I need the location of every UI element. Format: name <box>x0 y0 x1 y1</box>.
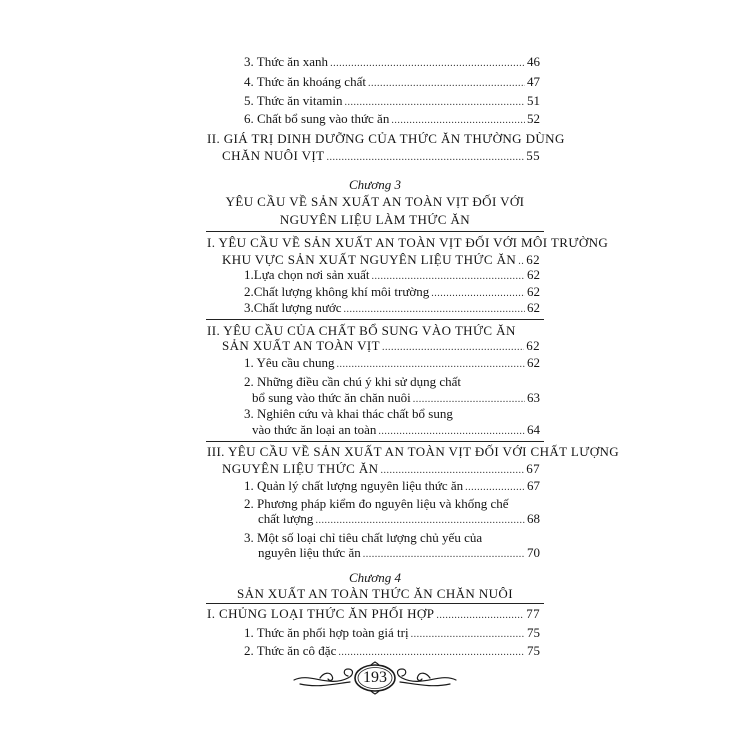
toc-entry-page: 63 <box>527 390 540 405</box>
section-heading-line2 <box>222 338 540 356</box>
section-heading: II. GIÁ TRỊ DINH DƯỠNG CỦA THỨC ĂN THƯỜNG DÙNG <box>207 131 565 146</box>
toc-entry-title: KHU VỰC SẢN XUẤT NGUYÊN LIỆU THỨC ĂN <box>222 252 517 267</box>
toc-entry-page: 70 <box>527 545 540 560</box>
section-heading-line2 <box>222 148 540 166</box>
toc-entry-page: 62 <box>527 267 540 282</box>
toc-entry-title: 1.Lựa chọn nơi sản xuất <box>244 267 370 282</box>
section-heading-line2 <box>222 461 540 479</box>
toc-entry-title-cont: nguyên liệu thức ăn <box>258 545 361 560</box>
toc-entry-page: 47 <box>527 74 540 89</box>
divider <box>206 441 544 442</box>
toc-entry <box>244 478 540 496</box>
divider <box>206 231 544 232</box>
dot-leader <box>382 340 524 356</box>
toc-entry-page: 75 <box>527 625 540 640</box>
section-heading: III. YÊU CẦU VỀ SẢN XUẤT AN TOÀN VỊT ĐỐI VỚI CHẤT LƯỢNG <box>207 444 620 459</box>
toc-entry-page: 62 <box>527 284 540 299</box>
dot-leader <box>411 627 525 643</box>
toc-entry-title: 3.Chất lượng nước <box>244 300 342 315</box>
toc-entry-title: 1. Yêu cầu chung <box>244 355 335 370</box>
toc-entry-title: 5. Thức ăn vitamin <box>244 93 343 108</box>
dot-leader <box>337 357 526 373</box>
toc-entry-title-cont: vào thức ăn loại an toàn <box>252 422 377 437</box>
toc-entry-title: 2. Phương pháp kiểm đo nguyên liệu và khống chế <box>244 496 509 511</box>
toc-entry-page: 62 <box>527 300 540 315</box>
toc-entry-title: I. CHỦNG LOẠI THỨC ĂN PHỐI HỢP <box>207 606 435 621</box>
toc-entry-page: 62 <box>527 355 540 370</box>
dot-leader <box>436 608 524 624</box>
dot-leader <box>380 463 524 479</box>
toc-entry-title: 1. Quản lý chất lượng nguyên liệu thức ăn <box>244 478 464 493</box>
toc-entry-title: CHĂN NUÔI VỊT <box>222 148 325 163</box>
chapter-title: NGUYÊN LIỆU LÀM THỨC ĂN <box>279 212 471 227</box>
toc-entry-title: 1. Thức ăn phối hợp toàn giá trị <box>244 625 409 640</box>
toc-entry-title-cont: bổ sung vào thức ăn chăn nuôi <box>252 390 411 405</box>
divider <box>206 603 544 604</box>
dot-leader <box>371 269 525 285</box>
toc-entry <box>244 267 540 285</box>
toc-entry-page: 75 <box>527 643 540 658</box>
toc-entry-page: 67 <box>527 478 540 493</box>
page-number: 193 <box>363 669 387 686</box>
toc-entry <box>244 300 540 318</box>
dot-leader <box>391 113 525 129</box>
toc-entry-title: SẢN XUẤT AN TOÀN VỊT <box>222 338 380 353</box>
toc-entry-title: 6. Chất bổ sung vào thức ăn <box>244 111 390 126</box>
dot-leader <box>465 480 525 496</box>
dot-leader <box>345 95 525 111</box>
toc-entry-title: 2.Chất lượng không khí môi trường <box>244 284 430 299</box>
toc-entry-title: 2. Những điều cần chú ý khi sử dụng chất <box>244 374 461 389</box>
toc-entry-page: 62 <box>526 338 540 353</box>
toc-entry <box>244 74 540 92</box>
toc-entry-title: 4. Thức ăn khoáng chất <box>244 74 366 89</box>
toc-entry-page: 46 <box>527 54 540 69</box>
toc-entry-page: 64 <box>527 422 540 437</box>
dot-leader <box>326 150 524 166</box>
toc-entry <box>244 93 540 111</box>
toc-entry <box>258 545 540 563</box>
section-heading: I. YÊU CẦU VỀ SẢN XUẤT AN TOÀN VỊT ĐỐI VỚI MÔI TRƯỜNG <box>207 235 609 250</box>
toc-entry-page: 68 <box>527 511 540 526</box>
toc-entry <box>258 511 540 529</box>
toc-entry <box>207 606 540 624</box>
dot-leader <box>330 56 525 72</box>
toc-entry <box>244 111 540 129</box>
toc-entry-page: 55 <box>526 148 540 163</box>
toc-entry-title: 3. Nghiên cứu và khai thác chất bổ sung <box>244 406 453 421</box>
chapter-label: Chương 3 <box>349 177 401 192</box>
chapter-title: YÊU CẦU VỀ SẢN XUẤT AN TOÀN VỊT ĐỐI VỚI <box>225 194 525 209</box>
dot-leader <box>378 424 525 440</box>
toc-entry-page: 52 <box>527 111 540 126</box>
dot-leader <box>363 547 525 563</box>
toc-entry <box>252 422 540 440</box>
toc-entry-title-cont: chất lượng <box>258 511 314 526</box>
toc-entry <box>244 355 540 373</box>
chapter-label: Chương 4 <box>349 570 401 585</box>
toc-entry-page: 67 <box>526 461 540 476</box>
toc-entry <box>244 625 540 643</box>
section-heading: II. YÊU CẦU CỦA CHẤT BỔ SUNG VÀO THỨC ĂN <box>207 323 516 338</box>
toc-entry-page: 51 <box>527 93 540 108</box>
toc-entry-title: 3. Một số loại chỉ tiêu chất lượng chủ yếu của <box>244 530 483 545</box>
toc-entry-title: 3. Thức ăn xanh <box>244 54 329 69</box>
toc-entry-title: NGUYÊN LIỆU THỨC ĂN <box>222 461 379 476</box>
toc-entry-title: 2. Thức ăn cô đặc <box>244 643 337 658</box>
chapter-title: SẢN XUẤT AN TOÀN THỨC ĂN CHĂN NUÔI <box>237 586 513 601</box>
dot-leader <box>368 76 525 92</box>
toc-entry-page: 77 <box>526 606 540 621</box>
toc-entry-page: 62 <box>526 252 540 267</box>
toc-entry <box>244 54 540 72</box>
dot-leader <box>315 513 525 529</box>
dot-leader <box>344 302 525 318</box>
divider <box>206 319 544 320</box>
